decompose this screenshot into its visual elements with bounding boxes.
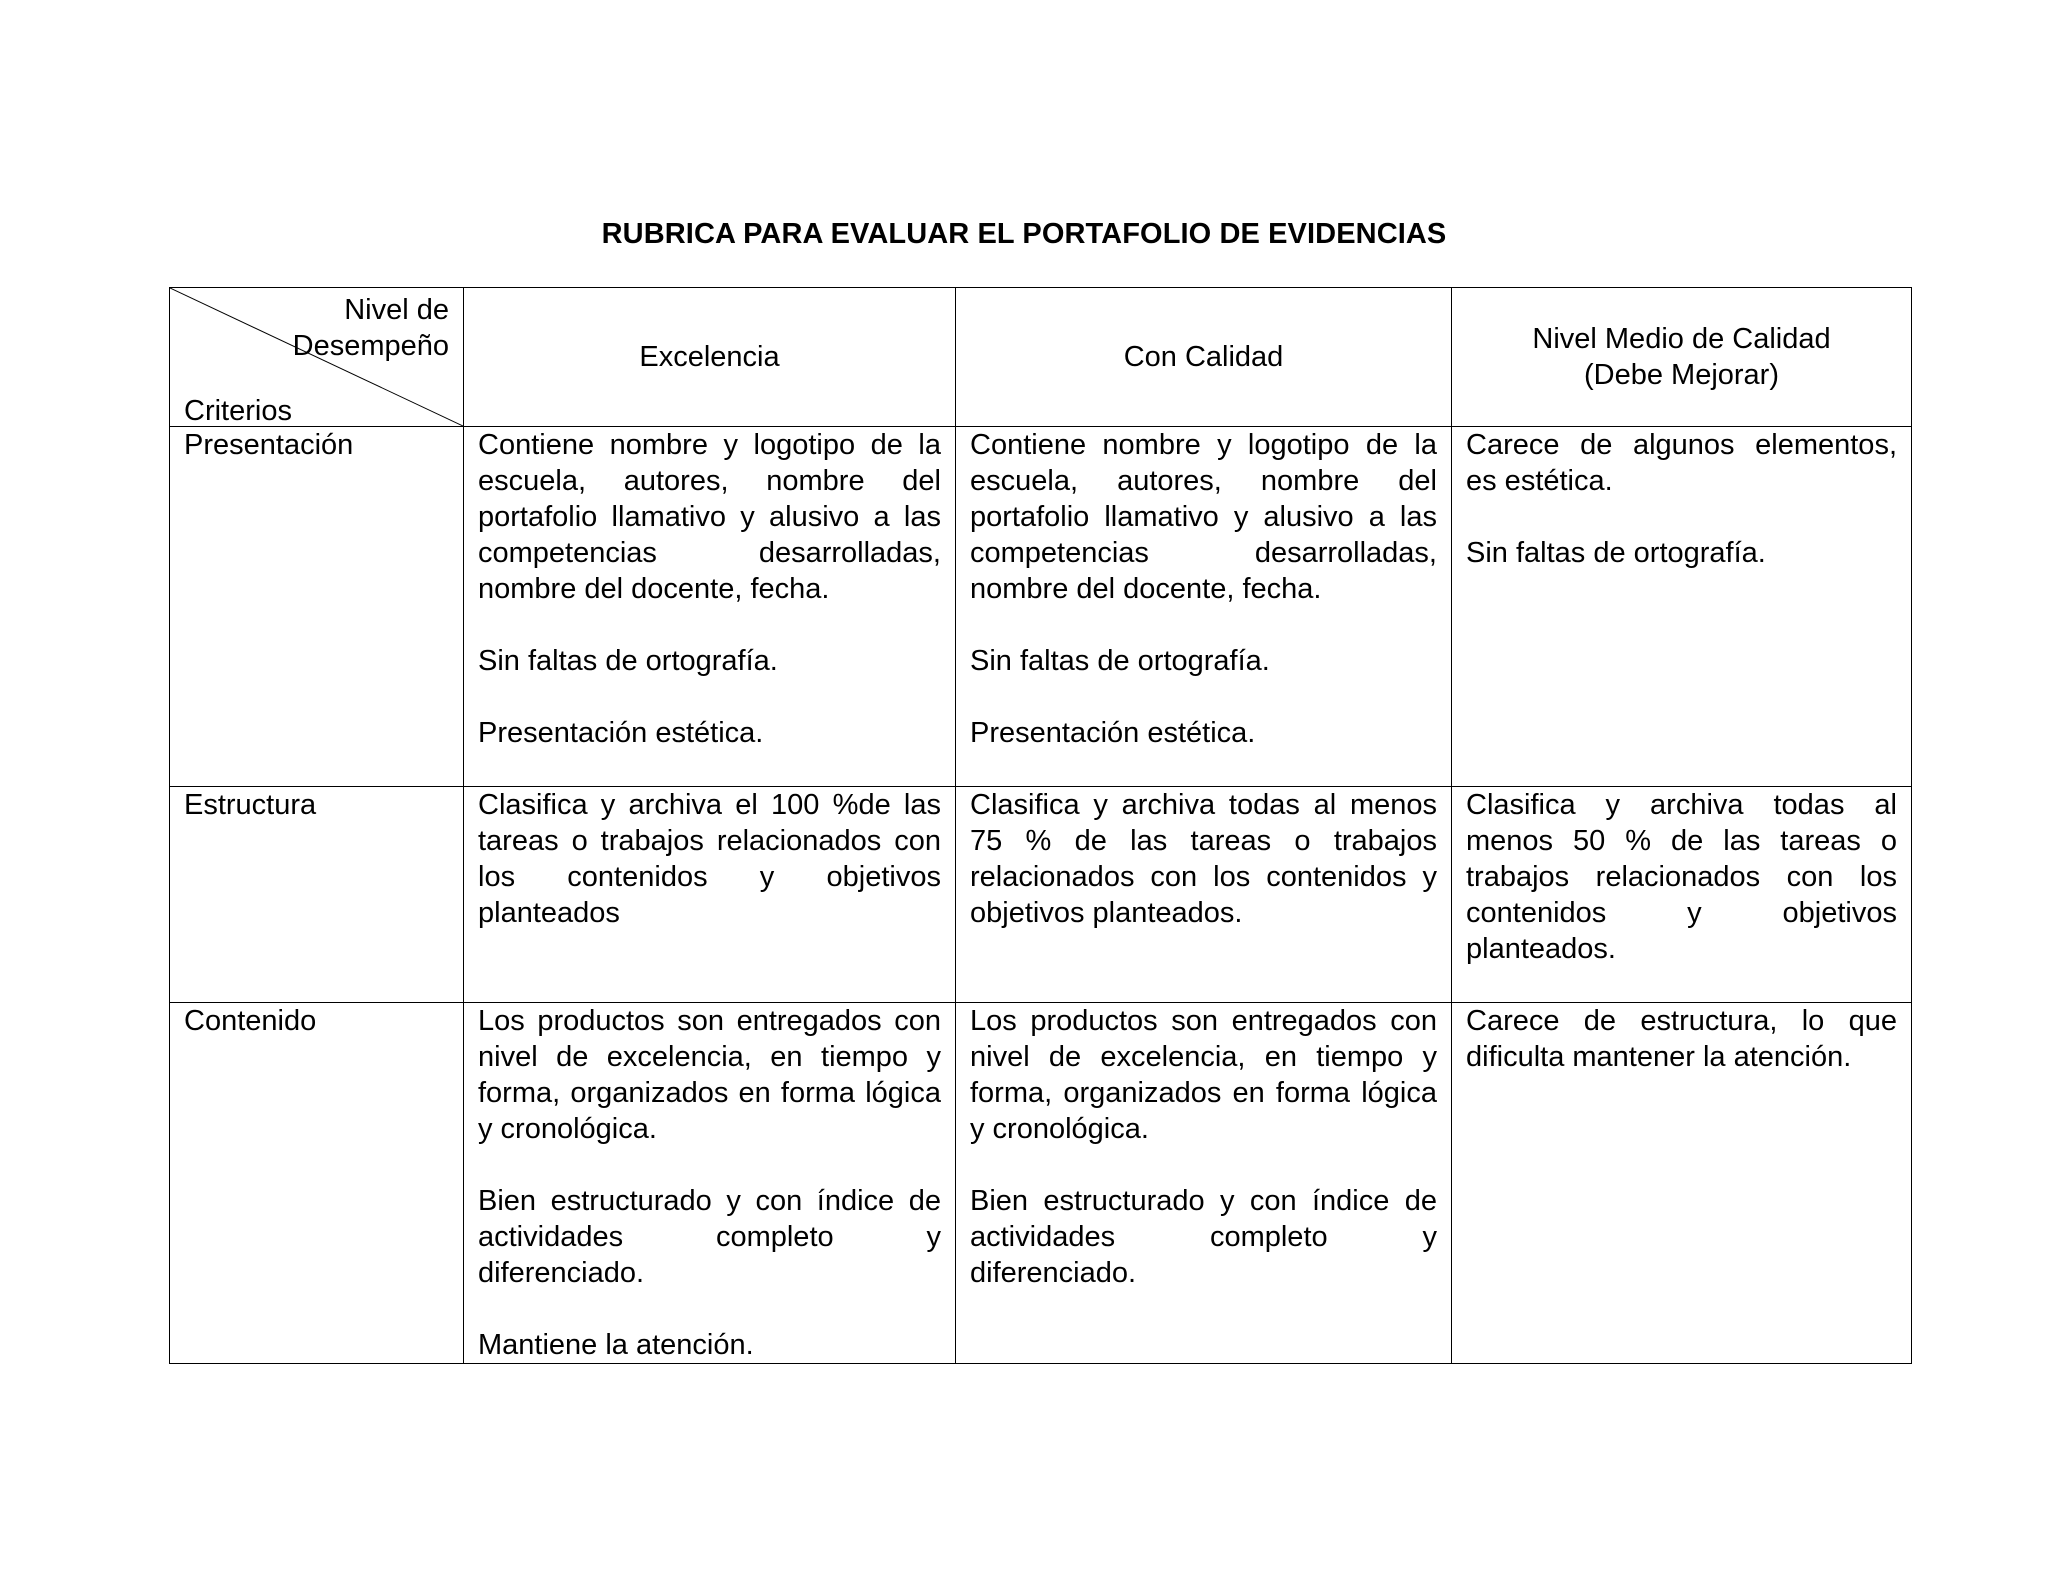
con-calidad-cell [956,1003,1452,1364]
criterio-cell: Estructura [170,787,464,1003]
nivel-medio-cell [1452,787,1912,1003]
excelencia-cell [464,427,956,787]
nivel-desempeno-line2: Desempeño [292,330,449,362]
cell-paragraph: Carece de estructura, lo que dificulta mantener la atención. [1466,1005,1897,1073]
cell-paragraph: Mantiene la atención. [478,1329,754,1361]
nivel-medio-cell [1452,1003,1912,1364]
table-row [170,787,1912,1003]
excelencia-cell [464,787,956,1003]
cell-paragraph: Sin faltas de ortografía. [478,645,778,677]
cell-paragraph: Clasifica y archiva todas al menos 75 % de las tareas o trabajos relacionados con los contenidos y objetivos planteados. [970,789,1437,929]
cell-paragraph: Bien estructurado y con índice de actividades completo y diferenciado. [970,1185,1437,1289]
header-nivel-medio [1452,288,1912,427]
corner-header-cell [170,288,464,427]
header-excelencia: Excelencia [464,288,956,427]
criterio-cell: Presentación [170,427,464,787]
cell-paragraph: Sin faltas de ortografía. [1466,537,1766,569]
header-con-calidad: Con Calidad [956,288,1452,427]
con-calidad-cell [956,427,1452,787]
criterios-label: Criterios [184,395,292,427]
cell-paragraph: Presentación estética. [478,717,764,749]
header-nivel-medio-line2: (Debe Mejorar) [1584,359,1779,391]
excelencia-cell [464,1003,956,1364]
rubric-table [169,287,1912,1364]
criterio-cell: Contenido [170,1003,464,1364]
cell-paragraph: Contiene nombre y logotipo de la escuela, autores, nombre del portafolio llamativo y alusivo a las competencias desarrolladas, nombre del docente, fecha. [478,429,941,605]
cell-paragraph: Clasifica y archiva todas al menos 50 % de las tareas o trabajos relacionados con los contenidos y objetivos planteados. [1466,789,1897,965]
document-title: RUBRICA PARA EVALUAR EL PORTAFOLIO DE EVIDENCIAS [601,218,1447,250]
nivel-desempeno-line1: Nivel de [344,294,449,326]
con-calidad-cell [956,787,1452,1003]
cell-paragraph: Carece de algunos elementos, es estética. [1466,429,1897,497]
nivel-desempeno-label [293,292,449,364]
cell-paragraph: Contiene nombre y logotipo de la escuela, autores, nombre del portafolio llamativo y alusivo a las competencias desarrolladas, nombre del docente, fecha. [970,429,1437,605]
cell-paragraph: Clasifica y archiva el 100 %de las tareas o trabajos relacionados con los contenidos y objetivos planteados [478,789,941,929]
cell-paragraph: Bien estructurado y con índice de actividades completo y diferenciado. [478,1185,941,1289]
nivel-medio-cell [1452,427,1912,787]
cell-paragraph: Los productos son entregados con nivel de excelencia, en tiempo y forma, organizados en forma lógica y cronológica. [970,1005,1437,1145]
table-header-row [170,288,1912,427]
table-row [170,427,1912,787]
cell-paragraph: Los productos son entregados con nivel de excelencia, en tiempo y forma, organizados en forma lógica y cronológica. [478,1005,941,1145]
cell-paragraph: Sin faltas de ortografía. [970,645,1270,677]
cell-paragraph: Presentación estética. [970,717,1256,749]
table-row [170,1003,1912,1364]
header-nivel-medio-line1: Nivel Medio de Calidad [1532,323,1831,355]
